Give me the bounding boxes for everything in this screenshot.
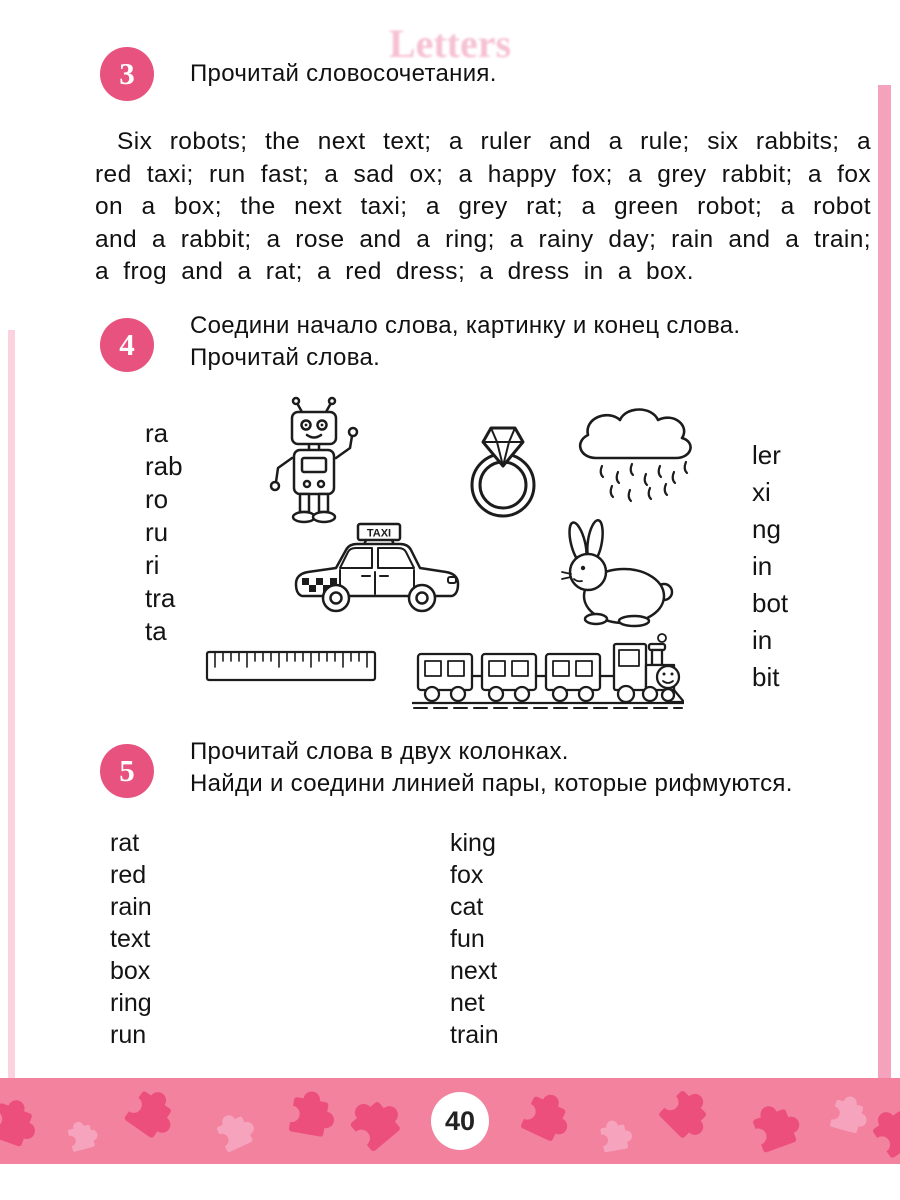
puzzle-piece-icon: [58, 1114, 104, 1160]
rhyme-word: fox: [450, 861, 484, 889]
puzzle-piece-icon: [109, 1078, 190, 1153]
train-image: [412, 630, 684, 710]
bleedthrough-title: Letters: [388, 21, 512, 66]
right-border-strip: [878, 85, 891, 1078]
exercise5-instruction-line2: Найди и соедини линией пары, которые рифмуются.: [190, 770, 793, 797]
puzzle-piece-icon: [590, 1113, 637, 1160]
word-end: ler: [752, 440, 781, 470]
rhyme-word: rain: [110, 893, 152, 921]
rhyme-word: next: [450, 957, 498, 985]
rain-cloud-image: [566, 400, 716, 505]
word-start: ru: [145, 517, 169, 547]
word-start: ta: [145, 616, 167, 646]
puzzle-piece-icon: [505, 1078, 582, 1155]
exercise3-text: Six robots; the next text; a ruler and a rule; six rabbits; a red taxi; run fast; a sad ox; a happy fox; a grey rabbit; a fox on a box; the next taxi; a grey rat; a green robot; a robot and a rabbit; a rose and a ring; a rainy day; rain and a train; a frog and a rat; a red dress; a dress in a box.: [95, 128, 871, 285]
rhyme-word: box: [110, 957, 151, 985]
exercise5-instruction-line1: Прочитай слова в двух колонках.: [190, 738, 569, 765]
ring-image: [455, 414, 551, 522]
rhyme-word: red: [110, 861, 147, 889]
rhyme-word: ring: [110, 989, 152, 1017]
puzzle-piece-icon: [0, 1086, 48, 1160]
exercise4-instruction-line1: Соедини начало слова, картинку и конец слова.: [190, 312, 741, 339]
word-start: ro: [145, 484, 169, 514]
rhyme-word: king: [450, 829, 496, 857]
page-number: 40: [431, 1092, 489, 1150]
exercise3-instruction: Прочитай словосочетания.: [190, 60, 497, 87]
ruler-image: [205, 646, 377, 686]
word-start: rab: [145, 451, 183, 481]
exercise4-word-ends: [752, 441, 788, 692]
exercise3-number-badge: 3: [100, 47, 154, 101]
exercise4-number-badge: 4: [100, 318, 154, 372]
word-end: bit: [752, 662, 780, 692]
rhyme-word: fun: [450, 925, 485, 953]
footer-banner: [0, 1078, 900, 1164]
rhyme-word: net: [450, 989, 485, 1017]
exercise4-instruction-line2: Прочитай слова.: [190, 344, 381, 371]
word-end: bot: [752, 588, 789, 618]
taxi-image: [288, 520, 466, 620]
taxi-sign-label: TAXI: [366, 527, 392, 540]
exercise5-right-column: [450, 828, 499, 1050]
puzzle-piece-icon: [203, 1102, 265, 1164]
puzzle-piece-icon: [643, 1078, 725, 1154]
word-start: tra: [145, 583, 176, 613]
rhyme-word: rat: [110, 829, 140, 857]
puzzle-piece-icon: [737, 1092, 811, 1164]
rabbit-image: [548, 516, 678, 628]
exercise5-number-badge: 5: [100, 744, 154, 798]
robot-image: [262, 396, 372, 532]
exercise5-left-column: [110, 828, 152, 1050]
left-border-strip: [8, 330, 15, 1078]
word-end: ng: [752, 514, 781, 544]
rhyme-word: train: [450, 1021, 499, 1049]
exercise4-word-starts: [145, 419, 183, 646]
word-start: ri: [145, 550, 160, 580]
puzzle-piece-icon: [331, 1082, 417, 1164]
rhyme-word: text: [110, 925, 151, 953]
puzzle-piece-icon: [275, 1081, 342, 1148]
word-end: in: [752, 625, 773, 655]
rhyme-word: run: [110, 1021, 147, 1049]
word-end: in: [752, 551, 773, 581]
rhyme-word: cat: [450, 893, 484, 921]
word-start: ra: [145, 418, 169, 448]
word-end: xi: [752, 477, 771, 507]
